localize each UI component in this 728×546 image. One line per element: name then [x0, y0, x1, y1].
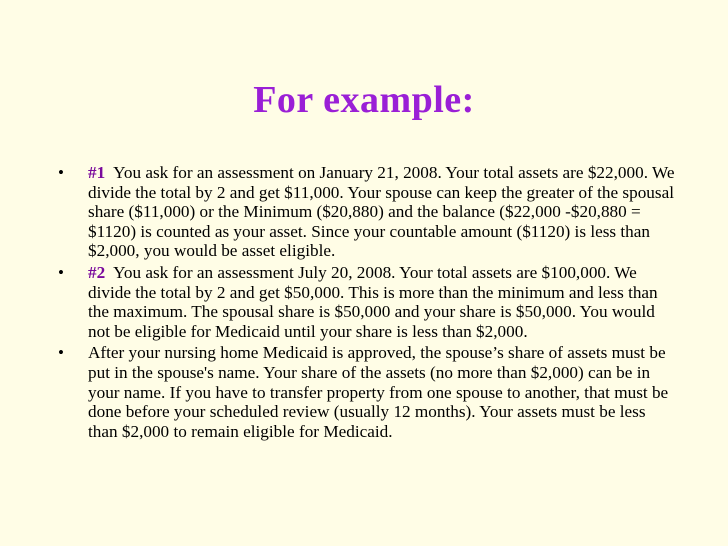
bullet-item-1 — [58, 163, 678, 261]
bullet-item-2 — [58, 263, 678, 341]
bullet-text: After your nursing home Medicaid is approved, the spouse’s share of assets must be put in the spouse's name. Your share of the assets (no more than $2,000) can be in your name. If you have to transfer property from one spouse to another, that must be done before your scheduled review (usually 12 months). Your assets must be less than $2,000 to remain eligible for Medicaid. — [88, 343, 669, 441]
example-label: #2 — [88, 262, 106, 282]
bullet-list — [58, 163, 678, 443]
bullet-icon: • — [58, 262, 64, 282]
bullet-icon: • — [58, 343, 64, 363]
bullet-text: You ask for an assessment July 20, 2008. Your total assets are $100,000. We divide the total by 2 and get $50,000. This is more than the minimum and less than the maximum. The spousal share is $50,000 and your share is $50,000. You would not be eligible for Medicaid until your share is less than $2,000. — [88, 262, 658, 341]
bullet-icon: • — [58, 163, 64, 182]
bullet-item-3 — [58, 343, 678, 441]
example-label: #1 — [88, 163, 106, 182]
bullet-text: You ask for an assessment on January 21, 2008. Your total assets are $22,000. We divide the total by 2 and get $11,000. Your spouse can keep the greater of the spousal share ($11,000) or the Minimum ($20,880) and the balance ($22,000 -$20,880 = $1120) is counted as your asset. Since your countable amount ($1120) is less than $2,000, you would be asset eligible. — [88, 163, 675, 261]
slide-title — [0, 78, 728, 122]
slide-title-text: For example: — [253, 79, 475, 121]
